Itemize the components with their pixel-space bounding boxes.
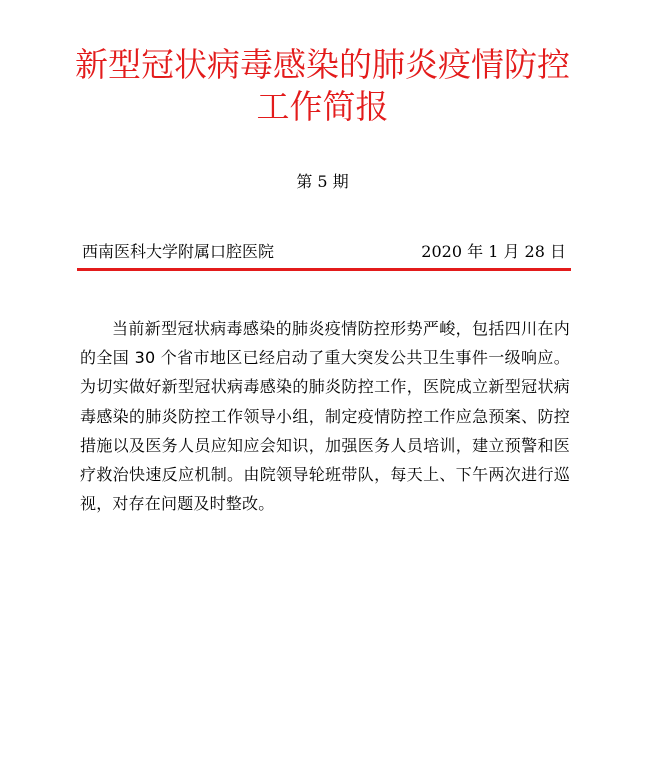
bulletin-title	[40, 44, 605, 128]
title-line-1: 新型冠状病毒感染的肺炎疫情防控	[75, 45, 570, 84]
header-divider	[77, 268, 571, 271]
title-line-2: 工作简报	[256, 87, 389, 126]
publication-date: 2020 年 1 月 28 日	[421, 242, 566, 261]
body-paragraph: 当前新型冠状病毒感染的肺炎疫情防控形势严峻，包括四川在内的全国 30 个省市地区已经启动了重大突发公共卫生事件一级响应。为切实做好新型冠状病毒感染的肺炎防控工作，医院成立新型冠状病毒感染的肺炎防控工作领导小组，制定疫情防控工作应急预案、防控措施以及医务人员应知应会知识，加强医务人员培训，建立预警和医疗救治快速反应机制。由院领导轮班带队，每天上、下午两次进行巡视，对存在问题及时整改。	[80, 319, 570, 514]
publication-info	[82, 242, 566, 264]
organization-name: 西南医科大学附属口腔医院	[82, 242, 275, 261]
issue-number: 第 5 期	[296, 172, 349, 191]
